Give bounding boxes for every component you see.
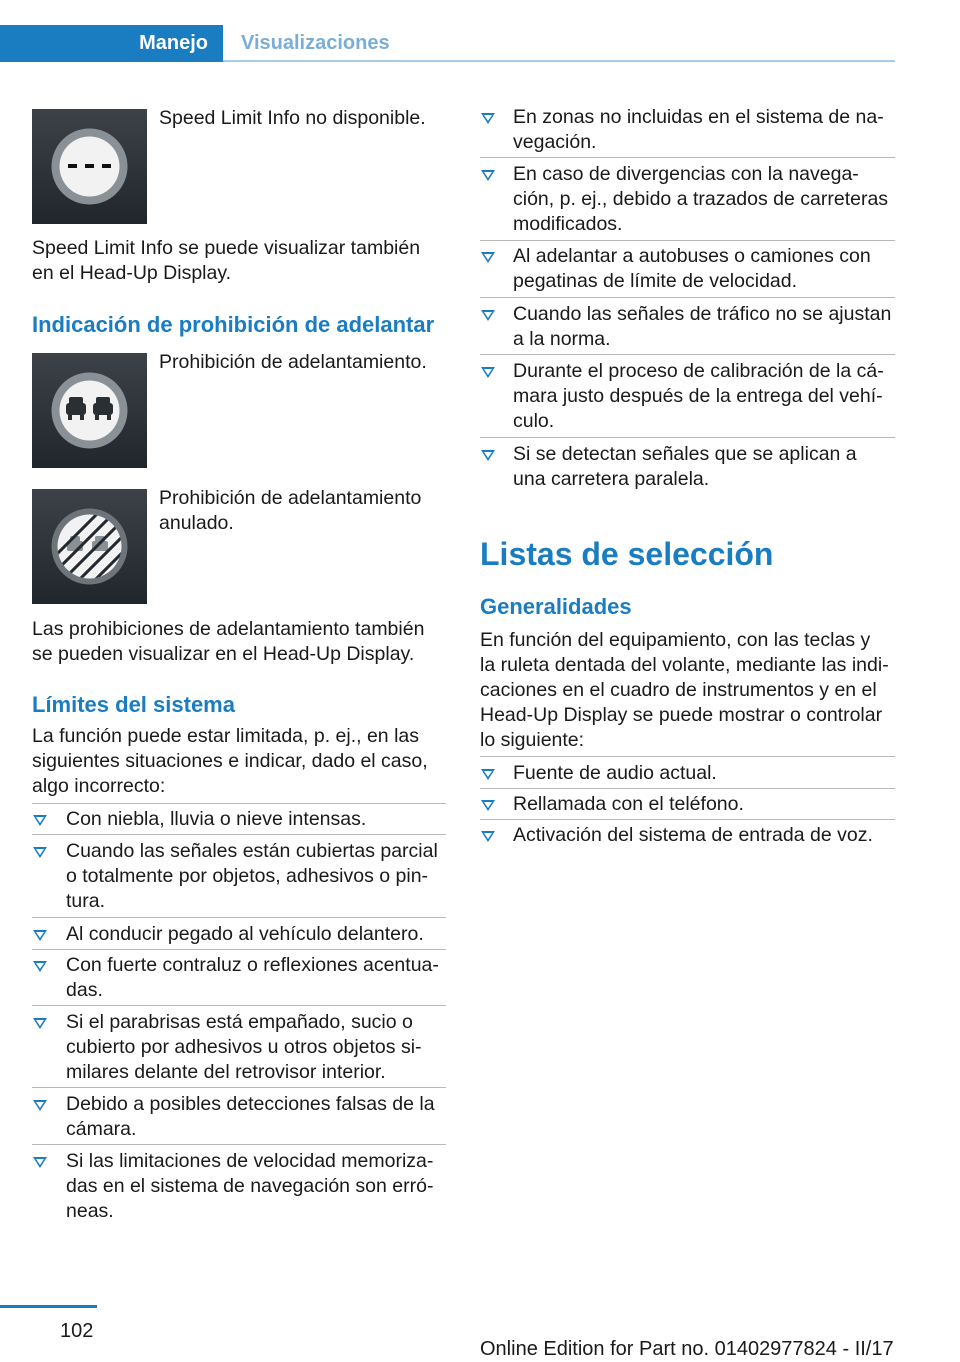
text-line: la ruleta dentada del volante, mediante las indi- [480, 654, 889, 676]
tab-visualizaciones[interactable] [223, 25, 390, 62]
text-line: Cuando las señales de tráfico no se ajustan [513, 303, 892, 325]
text-line: Con fuerte contraluz o reflexiones acentua- [66, 954, 439, 976]
text-line: tura. [66, 890, 106, 912]
text-line: Cuando las señales están cubiertas parcial [66, 840, 438, 862]
text-line: en el Head-Up Display. [32, 262, 232, 284]
para-limitaciones [32, 724, 428, 799]
list-item [513, 105, 884, 155]
no-overtaking-icon [32, 353, 147, 468]
end-no-overtaking-icon [32, 489, 147, 604]
text-line: Si las limitaciones de velocidad memoriza- [66, 1150, 434, 1172]
bullet-icon [481, 367, 495, 378]
list-item [66, 1010, 422, 1085]
list-divider [32, 949, 446, 950]
list-item [513, 823, 873, 848]
text-line: a la norma. [513, 328, 611, 350]
bullet-icon [33, 930, 47, 941]
end-no-overtaking-sign [32, 489, 147, 604]
text-line: En función del equipamiento, con las teclas y [480, 629, 871, 651]
list-divider [480, 354, 895, 355]
list-divider [32, 1005, 446, 1006]
text-line: Las prohibiciones de adelantamiento también [32, 618, 425, 640]
list-divider [32, 917, 446, 918]
bullet-icon [33, 847, 47, 858]
list-item [66, 922, 424, 947]
list-item [513, 442, 857, 492]
text-line: siguientes situaciones e indicar, dado el caso, [32, 750, 428, 772]
text-line: Al conducir pegado al vehículo delantero. [66, 923, 424, 945]
bullet-icon [481, 769, 495, 780]
text-line: Al adelantar a autobuses o camiones con [513, 245, 871, 267]
bullet-icon [33, 815, 47, 826]
text-line: una carretera paralela. [513, 468, 710, 490]
text-line: modificados. [513, 213, 623, 235]
bullet-icon [481, 800, 495, 811]
text-line: Si se detectan señales que se aplican a [513, 443, 857, 465]
text-line: anulado. [159, 512, 234, 534]
list-item [513, 359, 884, 434]
text-line: cubierto por adhesivos u otros objetos si- [66, 1036, 422, 1058]
text-line: Fuente de audio actual. [513, 762, 717, 784]
speed-limit-unavailable-sign [32, 109, 147, 224]
para-head-up [32, 236, 420, 286]
list-divider [32, 1144, 446, 1145]
list-divider [480, 788, 895, 789]
text-line: vegación. [513, 131, 597, 153]
list-divider [480, 297, 895, 298]
bullet-icon [481, 831, 495, 842]
tab-manejo[interactable] [0, 25, 223, 62]
bullet-icon [33, 1018, 47, 1029]
list-divider [480, 437, 895, 438]
text-line: En zonas no incluidas en el sistema de na- [513, 106, 884, 128]
text-line: Head-Up Display se puede mostrar o controlar [480, 704, 883, 726]
text-line: culo. [513, 410, 555, 432]
bullet-icon [481, 310, 495, 321]
speed-limit-unavailable-icon [32, 109, 147, 224]
text-line: Si el parabrisas está empañado, sucio o [66, 1011, 413, 1033]
list-item [513, 162, 888, 237]
text-line: Speed Limit Info se puede visualizar también [32, 237, 421, 259]
heading-generalidades: Generalidades [480, 594, 632, 619]
text-line: Prohibición de adelantamiento [159, 487, 422, 509]
para-generalidades [480, 628, 889, 753]
list-item [66, 807, 366, 832]
list-divider [32, 834, 446, 835]
text-line: En caso de divergencias con la navega- [513, 163, 859, 185]
text-line: caciones en el cuadro de instrumentos y en el [480, 679, 877, 701]
text-line: Debido a posibles detecciones falsas de la [66, 1093, 435, 1115]
heading-prohibicion-adelantar: Indicación de prohibición de adelantar [32, 312, 435, 337]
text-line: La función puede estar limitada, p. ej., en las [32, 725, 419, 747]
bullet-icon [33, 961, 47, 972]
bullet-icon [481, 170, 495, 181]
bullet-icon [33, 1100, 47, 1111]
section-title-listas: Listas de selección [480, 536, 774, 572]
text-line: cámara. [66, 1118, 137, 1140]
list-divider [480, 157, 895, 158]
text-line: algo incorrecto: [32, 775, 166, 797]
text-line: lo siguiente: [480, 729, 585, 751]
heading-limites-sistema: Límites del sistema [32, 692, 235, 717]
text-line: ción, p. ej., debido a trazados de carreteras [513, 188, 889, 210]
page-header [0, 0, 895, 62]
list-divider [480, 819, 895, 820]
list-divider [32, 803, 446, 804]
tab-visualizaciones-label: Visualizaciones [241, 32, 390, 54]
bullet-icon [33, 1157, 47, 1168]
list-divider [480, 756, 895, 757]
list-item [66, 1092, 435, 1142]
list-divider [32, 1087, 446, 1088]
text-line: se pueden visualizar en el Head-Up Display. [32, 643, 415, 665]
text-line: Rellamada con el teléfono. [513, 793, 744, 815]
page-number-rule [0, 1305, 97, 1308]
list-item [513, 761, 717, 786]
bullet-icon [481, 113, 495, 124]
text-line: Activación del sistema de entrada de voz. [513, 824, 873, 846]
sign3-caption [159, 486, 421, 536]
list-item [66, 1149, 433, 1224]
list-item [513, 302, 891, 352]
list-item [66, 839, 438, 914]
text-line: pegatinas de límite de velocidad. [513, 270, 798, 292]
text-line: mara justo después de la entrega del vehí- [513, 385, 883, 407]
list-item [513, 792, 744, 817]
text-line: das en el sistema de navegación son erró- [66, 1175, 434, 1197]
list-divider [480, 240, 895, 241]
text-line: das. [66, 979, 103, 1001]
bullet-icon [481, 450, 495, 461]
list-item [66, 953, 439, 1003]
text-line: milares delante del retrovisor interior. [66, 1061, 386, 1083]
header-rule [223, 60, 895, 62]
page-number: 102 [60, 1320, 94, 1342]
text-line: neas. [66, 1200, 114, 1222]
text-line: o totalmente por objetos, adhesivos o pin- [66, 865, 429, 887]
text-line: Durante el proceso de calibración de la cá- [513, 360, 884, 382]
tab-manejo-label: Manejo [139, 32, 208, 54]
edition-footer: Online Edition for Part no. 01402977824 - II/17 [480, 1338, 894, 1360]
para-prohibiciones [32, 617, 424, 667]
bullet-icon [481, 252, 495, 263]
sign1-caption: Speed Limit Info no disponible. [159, 107, 426, 129]
sign2-caption: Prohibición de adelantamiento. [159, 351, 427, 373]
no-overtaking-sign [32, 353, 147, 468]
list-item [513, 244, 871, 294]
text-line: Con niebla, lluvia o nieve intensas. [66, 808, 367, 830]
